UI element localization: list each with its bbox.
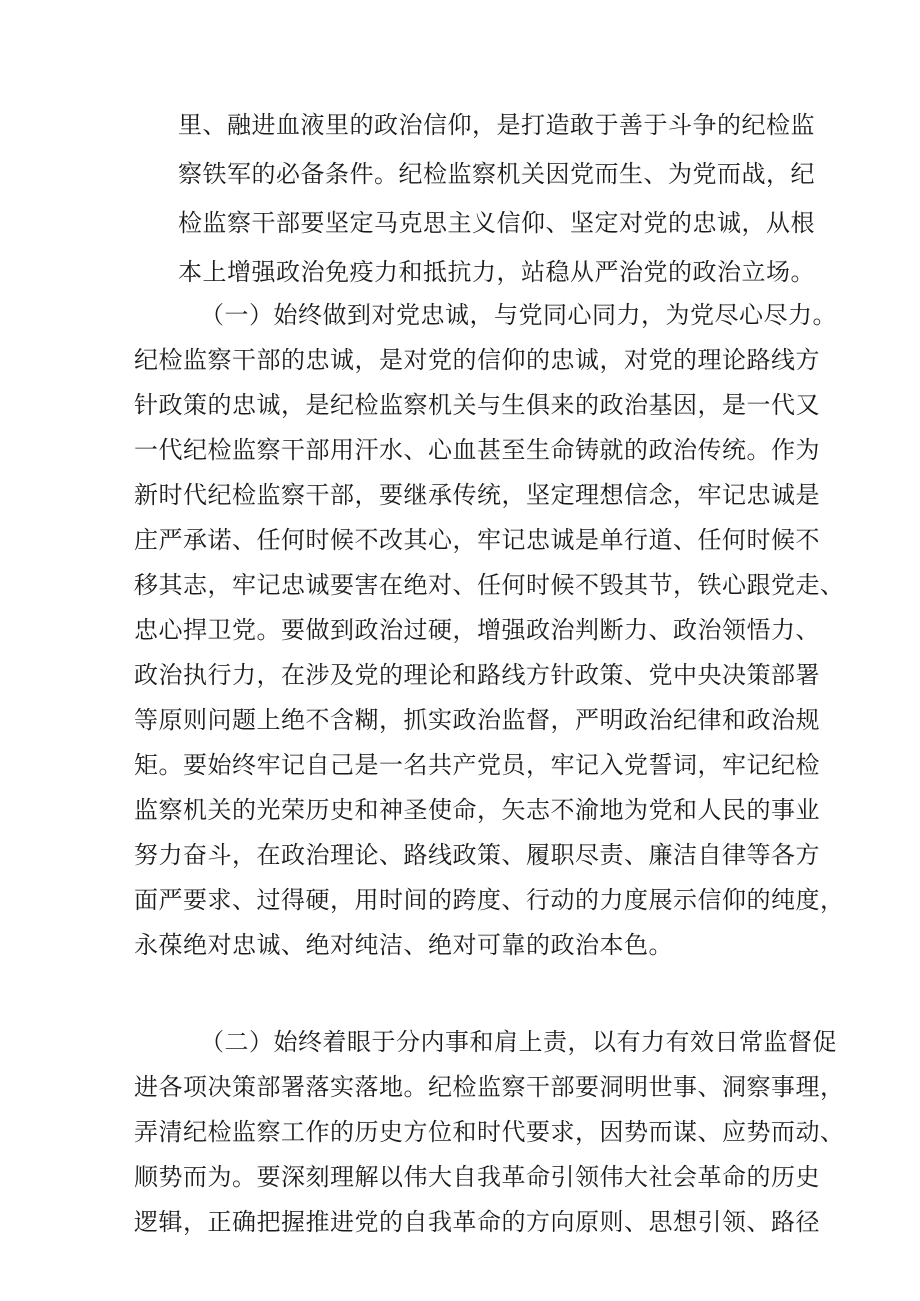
continuation-line-4: 本上增强政治免疫力和抵抗力，站稳从严治党的政治立场。 [178,258,815,286]
section-one-line: 永葆绝对忠诚、绝对纯洁、绝对可靠的政治本色。 [134,931,673,959]
section-two-line: 进各项决策部署落实落地。纪检监察干部要洞明世事、洞察事理， [134,1073,845,1101]
section-two-line: 弄清纪检监察工作的历史方位和时代要求，因势而谋、应势而动、 [134,1118,845,1146]
section-one-line: 努力奋斗，在政治理论、路线政策、履职尽责、廉洁自律等各方 [134,841,820,869]
continuation-line-3: 检监察干部要坚定马克思主义信仰、坚定对党的忠诚，从根 [178,209,815,237]
section-two-line: 逻辑，正确把握推进党的自我革命的方向原则、思想引领、路径 [134,1208,820,1236]
continuation-line-1: 里、融进血液里的政治信仰，是打造敢于善于斗争的纪检监 [178,111,815,139]
section-one-line: 等原则问题上绝不含糊，抓实政治监督，严明政治纪律和政治规 [134,706,820,734]
section-one-line: 新时代纪检监察干部，要继承传统，坚定理想信念，牢记忠诚是 [134,481,820,509]
section-two-line: 顺势而为。要深刻理解以伟大自我革命引领伟大社会革命的历史 [134,1163,820,1191]
section-one-line: 政治执行力，在涉及党的理论和路线方针政策、党中央决策部署 [134,661,820,689]
section-one-line: 监察机关的光荣历史和神圣使命，矢志不渝地为党和人民的事业 [134,796,820,824]
section-one-line: 庄严承诺、任何时候不改其心，牢记忠诚是单行道、任何时候不 [134,526,820,554]
section-one-line: 一代纪检监察干部用汗水、心血甚至生命铸就的政治传统。作为 [134,436,820,464]
section-one-line: 矩。要始终牢记自己是一名共产党员，牢记入党誓词，牢记纪检 [134,751,820,779]
section-two-heading: （二）始终着眼于分内事和肩上责，以有力有效日常监督促 [200,1028,837,1056]
section-one-line: 移其志，牢记忠诚要害在绝对、任何时候不毁其节，铁心跟党走、 [134,571,845,599]
section-one-line: 纪检监察干部的忠诚，是对党的信仰的忠诚，对党的理论路线方 [134,346,820,374]
section-one-line: 面严要求、过得硬，用时间的跨度、行动的力度展示信仰的纯度， [134,886,845,914]
section-one-heading: （一）始终做到对党忠诚，与党同心同力，为党尽心尽力。 [200,301,837,329]
section-one-line: 忠心捍卫党。要做到政治过硬，增强政治判断力、政治领悟力、 [134,616,820,644]
section-one-line: 针政策的忠诚，是纪检监察机关与生俱来的政治基因，是一代又 [134,391,820,419]
continuation-line-2: 察铁军的必备条件。纪检监察机关因党而生、为党而战，纪 [178,160,815,188]
